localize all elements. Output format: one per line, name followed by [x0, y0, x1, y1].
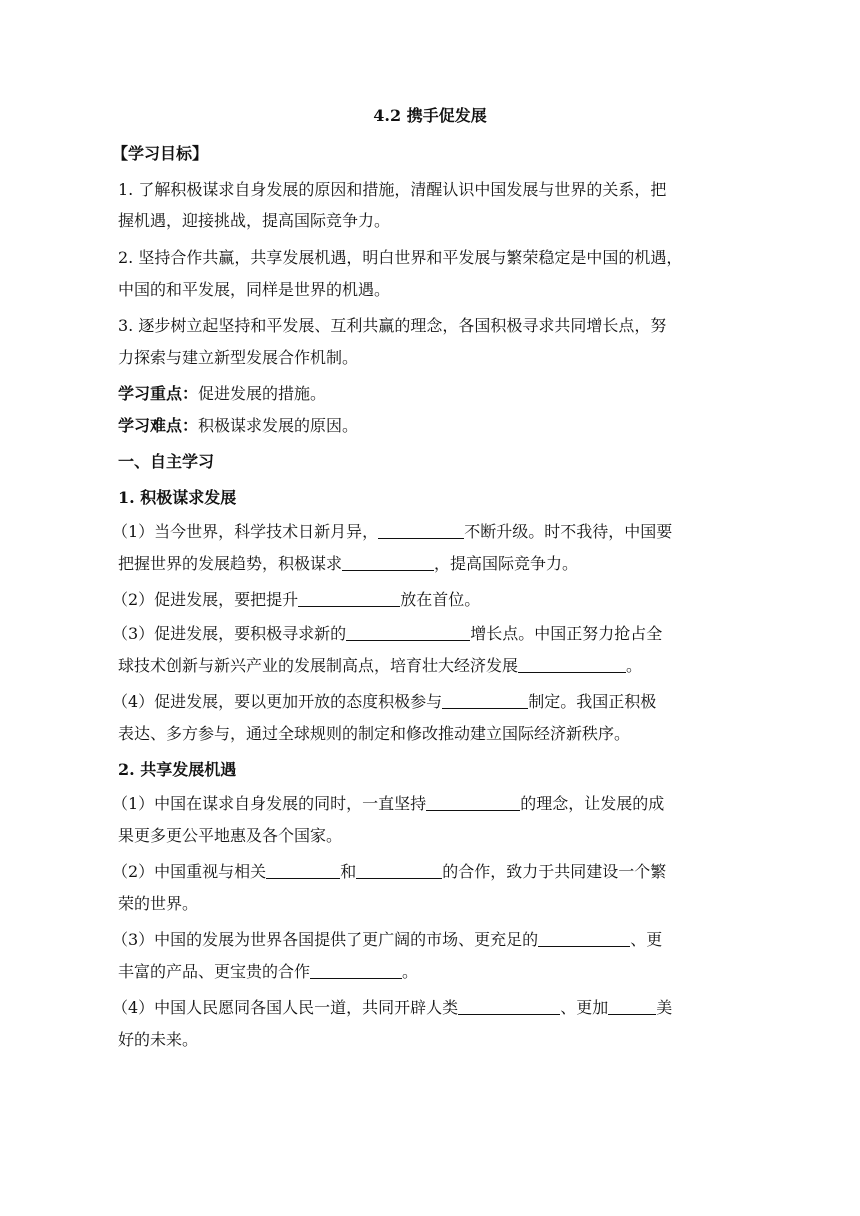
fill-blank[interactable] [458, 998, 560, 1015]
text: 、更 [630, 930, 663, 949]
fill-blank[interactable] [342, 554, 434, 571]
item-2-4-line-1 [112, 997, 672, 1019]
fill-blank[interactable] [442, 692, 528, 709]
objective-3-line-2: 力探索与建立新型发展合作机制。 [118, 348, 359, 367]
text: （4）中国人民愿同各国人民一道，共同开辟人类 [112, 998, 459, 1017]
text: 美 [656, 998, 673, 1017]
item-2-3-line-1 [112, 929, 662, 951]
item-1-2 [112, 589, 480, 611]
fill-blank[interactable] [266, 862, 340, 879]
item-1-3-line-1 [112, 623, 662, 645]
text: 放在首位。 [400, 590, 481, 609]
text: 增长点。中国正努力抢占全 [470, 624, 663, 643]
study-focus [118, 383, 326, 405]
text: （2）促进发展，要把提升 [112, 590, 299, 609]
text: （1）中国在谋求自身发展的同时，一直坚持 [112, 794, 427, 813]
study-focus-label: 学习重点： [118, 384, 199, 403]
item-1-4-line-1 [112, 691, 656, 713]
study-difficulty-text: 积极谋求发展的原因。 [198, 416, 359, 435]
objective-1-line-1: 1. 了解积极谋求自身发展的原因和措施，清醒认识中国发展与世界的关系，把 [118, 180, 667, 199]
item-2-2-line-1 [112, 861, 666, 883]
item-2-1-line-2: 果更多更公平地惠及各个国家。 [118, 826, 343, 845]
section-self-study: 一、自主学习 [118, 452, 215, 471]
item-2-3-line-2 [118, 961, 418, 983]
item-1-4-line-2: 表达、多方参与，通过全球规则的制定和修改推动建立国际经济新秩序。 [118, 724, 631, 743]
objective-2-line-1: 2. 坚持合作共赢，共享发展机遇，明白世界和平发展与繁荣稳定是中国的机遇， [118, 248, 683, 267]
study-focus-text: 促进发展的措施。 [198, 384, 327, 403]
text: （2）中国重视与相关 [112, 862, 267, 881]
text: （4）促进发展，要以更加开放的态度积极参与 [112, 692, 443, 711]
fill-blank[interactable] [426, 794, 520, 811]
text: ，提高国际竞争力。 [434, 554, 579, 573]
text: （3）促进发展，要积极寻求新的 [112, 624, 347, 643]
text: 丰富的产品、更宝贵的合作 [118, 962, 311, 981]
fill-blank[interactable] [356, 862, 442, 879]
text: 把握世界的发展趋势，积极谋求 [118, 554, 343, 573]
text: （3）中国的发展为世界各国提供了更广阔的市场、更充足的 [112, 930, 539, 949]
fill-blank[interactable] [608, 998, 656, 1015]
text: 球技术创新与新兴产业的发展制高点，培育壮大经济发展 [118, 656, 519, 675]
objective-2-line-2: 中国的和平发展，同样是世界的机遇。 [118, 280, 391, 299]
text: 的合作，致力于共同建设一个繁 [442, 862, 667, 881]
item-1-1-line-2 [118, 553, 578, 575]
fill-blank[interactable] [538, 930, 630, 947]
fill-blank[interactable] [378, 522, 464, 539]
text: 不断升级。时不我待，中国要 [464, 522, 673, 541]
subsection-2-title: 2. 共享发展机遇 [118, 760, 237, 779]
item-2-4-line-2: 好的未来。 [118, 1030, 199, 1049]
objective-1-line-2: 握机遇，迎接挑战，提高国际竞争力。 [118, 211, 391, 230]
objective-3-line-1: 3. 逐步树立起坚持和平发展、互利共赢的理念，各国积极寻求共同增长点，努 [118, 316, 667, 335]
page-title: 4.2 携手促发展 [373, 106, 487, 125]
subsection-1-title: 1. 积极谋求发展 [118, 488, 237, 507]
fill-blank[interactable] [518, 656, 626, 673]
study-difficulty [118, 415, 358, 437]
objectives-header: 【学习目标】 [112, 144, 209, 163]
item-2-2-line-2: 荣的世界。 [118, 894, 199, 913]
text: 。 [626, 656, 643, 675]
text: 。 [402, 962, 419, 981]
fill-blank[interactable] [346, 624, 470, 641]
item-1-3-line-2 [118, 655, 642, 677]
text: 和 [340, 862, 357, 881]
text: （1）当今世界，科学技术日新月异， [112, 522, 379, 541]
text: 、更加 [560, 998, 609, 1017]
fill-blank[interactable] [298, 590, 400, 607]
fill-blank[interactable] [310, 962, 402, 979]
text: 制定。我国正积极 [528, 692, 657, 711]
item-1-1-line-1 [112, 521, 672, 543]
study-difficulty-label: 学习难点： [118, 416, 199, 435]
text: 的理念，让发展的成 [520, 794, 665, 813]
item-2-1-line-1 [112, 793, 664, 815]
